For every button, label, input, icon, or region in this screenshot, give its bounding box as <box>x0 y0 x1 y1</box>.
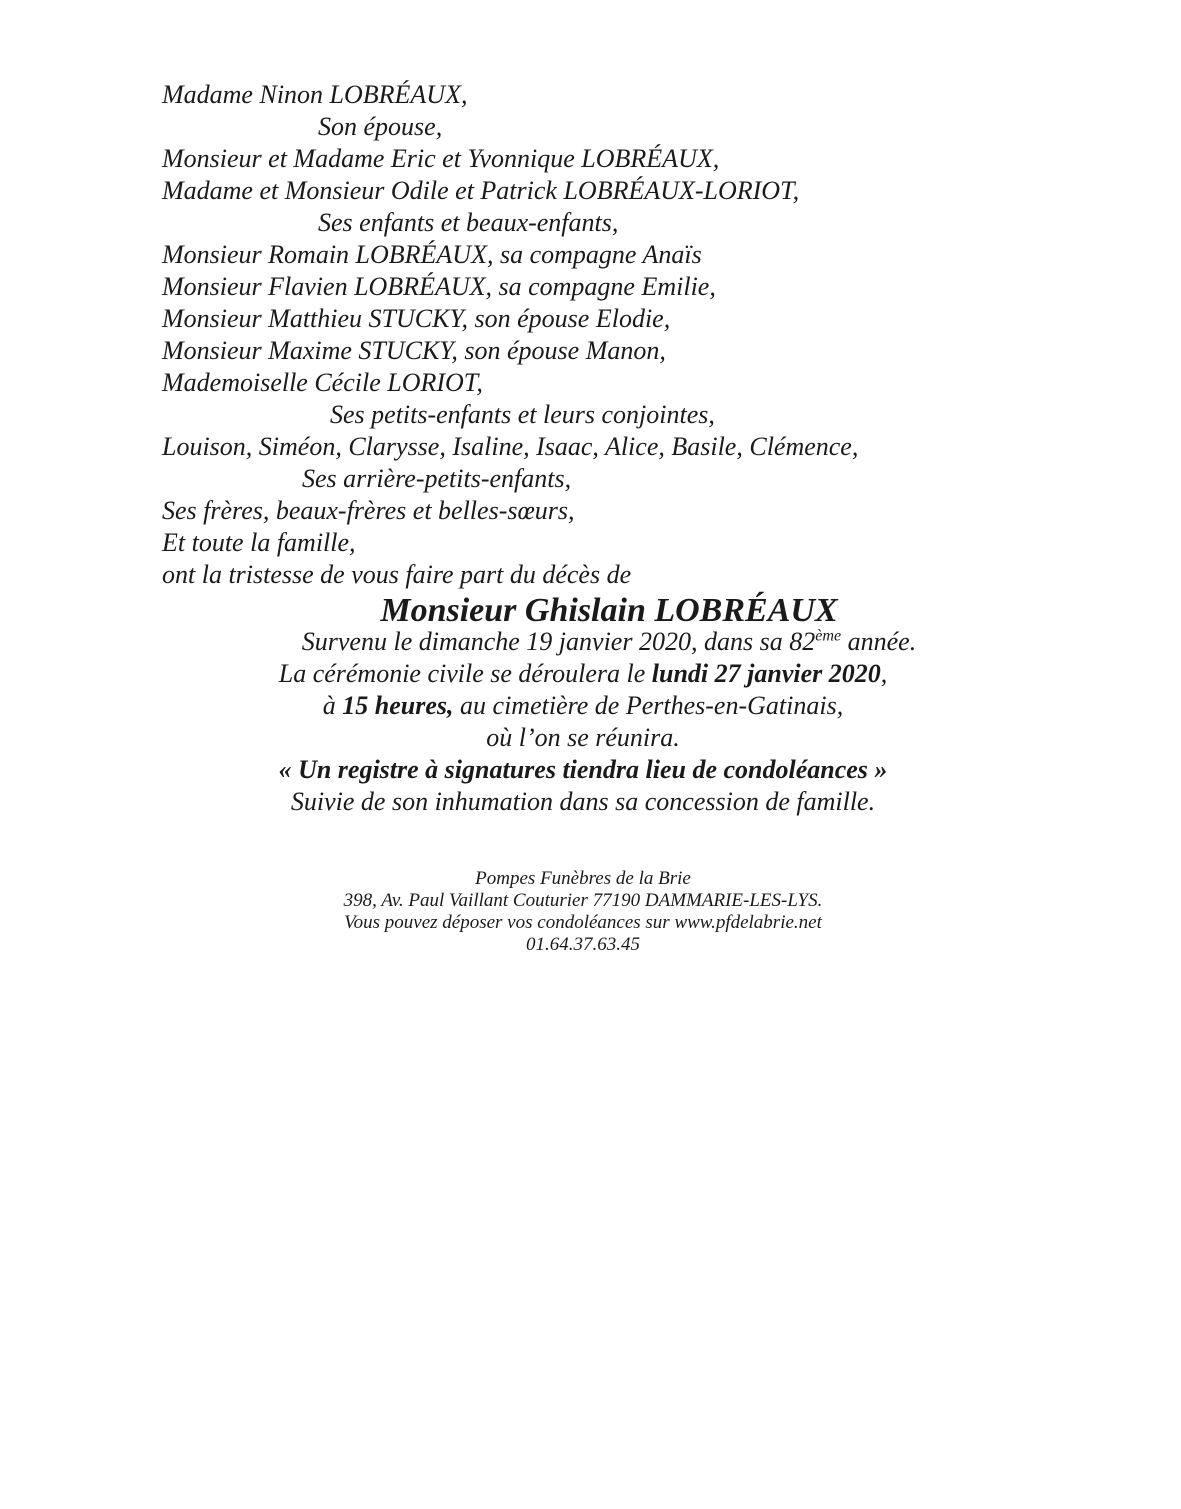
great-grandchildren-line-1: Louison, Siméon, Clarysse, Isaline, Isaac, Alice, Basile, Clémence, <box>162 432 859 461</box>
funeral-home-block <box>162 868 1056 956</box>
grandchildren-line-1: Monsieur Romain LOBRÉAUX, sa compagne Anaïs <box>162 240 702 269</box>
ceremony-line-3: où l’on se réunira. <box>486 723 680 752</box>
funeral-home-phone: 01.64.37.63.45 <box>526 934 640 955</box>
ceremony-line-1-end: , <box>880 659 888 688</box>
ceremony-line-1-text: La cérémonie civile se déroulera le <box>278 659 652 688</box>
great-grandchildren-caption: Ses arrière-petits-enfants, <box>302 464 572 493</box>
ceremony-line-1 <box>162 658 1004 690</box>
ceremony-line-2 <box>162 690 1004 722</box>
children-caption: Ses enfants et beaux-enfants, <box>318 208 619 237</box>
children-line-2: Madame et Monsieur Odile et Patrick LOBRÉAUX-LORIOT, <box>162 176 800 205</box>
grandchildren-line-4: Monsieur Maxime STUCKY, son épouse Manon, <box>162 336 666 365</box>
grandchildren-line-5: Mademoiselle Cécile LORIOT, <box>162 368 483 397</box>
death-date-post: année. <box>841 627 917 656</box>
whole-family-line: Et toute la famille, <box>162 528 356 557</box>
ceremony-line-2-text: à <box>322 691 343 720</box>
funeral-home-condolences-note: Vous pouvez déposer vos condoléances sur www.pfdelabrie.net <box>344 912 822 933</box>
death-date-pre: Survenu le dimanche 19 janvier 2020, dans sa 82 <box>301 627 816 656</box>
announcement-line: ont la tristesse de vous faire part du décès de <box>162 560 632 589</box>
ceremony-place: au cimetière de Perthes-en-Gatinais, <box>453 691 844 720</box>
grandchildren-caption: Ses petits-enfants et leurs conjointes, <box>330 400 715 429</box>
siblings-line: Ses frères, beaux-frères et belles-sœurs, <box>162 496 575 525</box>
death-date-ordinal-suffix: ème <box>815 627 842 645</box>
grandchildren-line-3: Monsieur Matthieu STUCKY, son épouse Elodie, <box>162 304 671 333</box>
burial-line: Suivie de son inhumation dans sa concession de famille. <box>290 787 876 816</box>
grandchildren-line-2: Monsieur Flavien LOBRÉAUX, sa compagne Emilie, <box>162 272 716 301</box>
funeral-home-name: Pompes Funèbres de la Brie <box>475 868 691 889</box>
spouse-caption: Son épouse, <box>318 112 443 141</box>
register-notice: « Un registre à signatures tiendra lieu de condoléances » <box>278 755 888 784</box>
death-date-line <box>162 626 1056 658</box>
ceremony-time: 15 heures, <box>342 691 454 720</box>
deceased-name: Monsieur Ghislain LOBRÉAUX <box>380 592 838 629</box>
ceremony-date: lundi 27 janvier 2020 <box>651 659 881 688</box>
spouse-name-line: Madame Ninon LOBRÉAUX, <box>162 80 468 109</box>
funeral-home-address: 398, Av. Paul Vaillant Couturier 77190 DAMMARIE-LES-LYS. <box>343 890 823 911</box>
children-line-1: Monsieur et Madame Eric et Yvonnique LOBRÉAUX, <box>162 144 720 173</box>
